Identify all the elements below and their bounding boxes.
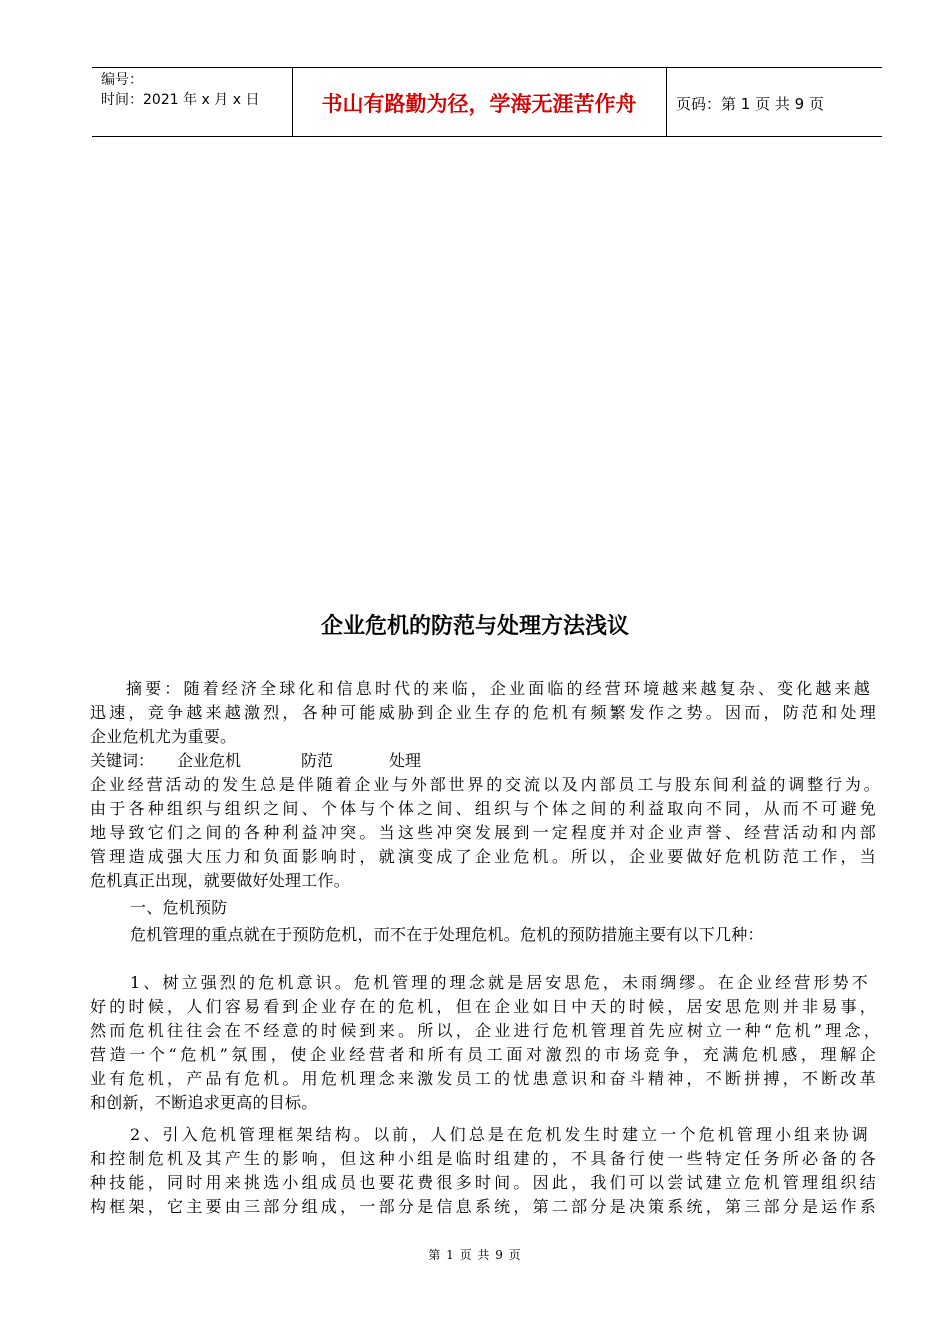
item-1-line: 业有危机，产品有危机。用危机理念来激发员工的忧患意识和奋斗精神，不断拼搏，不断改革: [90, 1069, 876, 1088]
keyword-item: 企业危机: [177, 751, 242, 770]
item-1-line: 好的时候，人们容易看到企业存在的危机，但在企业如日中天的时候，居安思危则并非易事，: [90, 997, 876, 1016]
item-1-line: 和创新，不断追求更高的目标。: [90, 1093, 318, 1112]
section-intro: 危机管理的重点就在于预防危机，而不在于处理危机。危机的预防措施主要有以下几种：: [130, 925, 764, 944]
item-1-line: 1、树立强烈的危机意识。危机管理的理念就是居安思危，未雨绸缪。在企业经营形势不: [130, 973, 868, 992]
keyword-item: 处理: [389, 751, 422, 770]
abstract-line: 摘要：随着经济全球化和信息时代的来临，企业面临的经营环境越来越复杂、变化越来越: [126, 679, 870, 698]
intro-line: 地导致它们之间的各种利益冲突。当这些冲突发展到一定程度并对企业声誉、经营活动和内部: [90, 823, 876, 842]
item-1-line: 然而危机往往会在不经意的时候到来。所以，企业进行危机管理首先应树立一种“危机”理念，: [90, 1021, 880, 1040]
header-divider-right: [666, 67, 667, 136]
header-bottom-rule: [92, 136, 882, 137]
keyword-item: 防范: [301, 751, 334, 770]
header-top-rule: [92, 67, 882, 68]
abstract-line: 企业危机尤为重要。: [90, 727, 237, 746]
item-2-line: 2、引入危机管理框架结构。以前，人们总是在危机发生时建立一个危机管理小组来协调: [130, 1125, 868, 1144]
intro-line: 企业经营活动的发生总是伴随着企业与外部世界的交流以及内部员工与股东间利益的调整行为。: [90, 775, 880, 794]
intro-line: 由于各种组织与组织之间、个体与个体之间、组织与个体之间的利益取向不同，从而不可避免: [90, 799, 876, 818]
page-footer: 第 1 页 共 9 页: [428, 1248, 522, 1262]
intro-line: 危机真正出现，就要做好处理工作。: [90, 871, 351, 890]
document-title: 企业危机的防范与处理方法浅议: [320, 614, 629, 639]
abstract-line: 迅速，竞争越来越激烈，各种可能威胁到企业生存的危机有频繁发作之势。因而，防范和处理: [90, 703, 876, 722]
header-motto: 书山有路勤为径，学海无涯苦作舟: [321, 92, 637, 116]
intro-line: 管理造成强大压力和负面影响时，就演变成了企业危机。所以，企业要做好危机防范工作，当: [90, 847, 876, 866]
header-number-label: 编号：: [101, 72, 143, 88]
header-page-label: 页码：第 1 页 共 9 页: [676, 95, 824, 113]
item-2-line: 和控制危机及其产生的影响，但这种小组是临时组建的，不具备行使一些特定任务所必备的各: [90, 1149, 876, 1168]
item-2-line: 种技能，同时用来挑选小组成员也要花费很多时间。因此，我们可以尝试建立危机管理组织结: [90, 1173, 876, 1192]
section-heading: 一、危机预防: [130, 898, 228, 917]
header-time-label: 时间：2021 年 x 月 x 日: [101, 92, 260, 108]
item-2-line: 构框架，它主要由三部分组成，一部分是信息系统，第二部分是决策系统，第三部分是运作系: [90, 1197, 876, 1216]
keywords-label: 关键词：: [90, 751, 155, 770]
item-1-line: 营造一个“危机”氛围，使企业经营者和所有员工面对激烈的市场竞争，充满危机感，理解企: [90, 1045, 876, 1064]
